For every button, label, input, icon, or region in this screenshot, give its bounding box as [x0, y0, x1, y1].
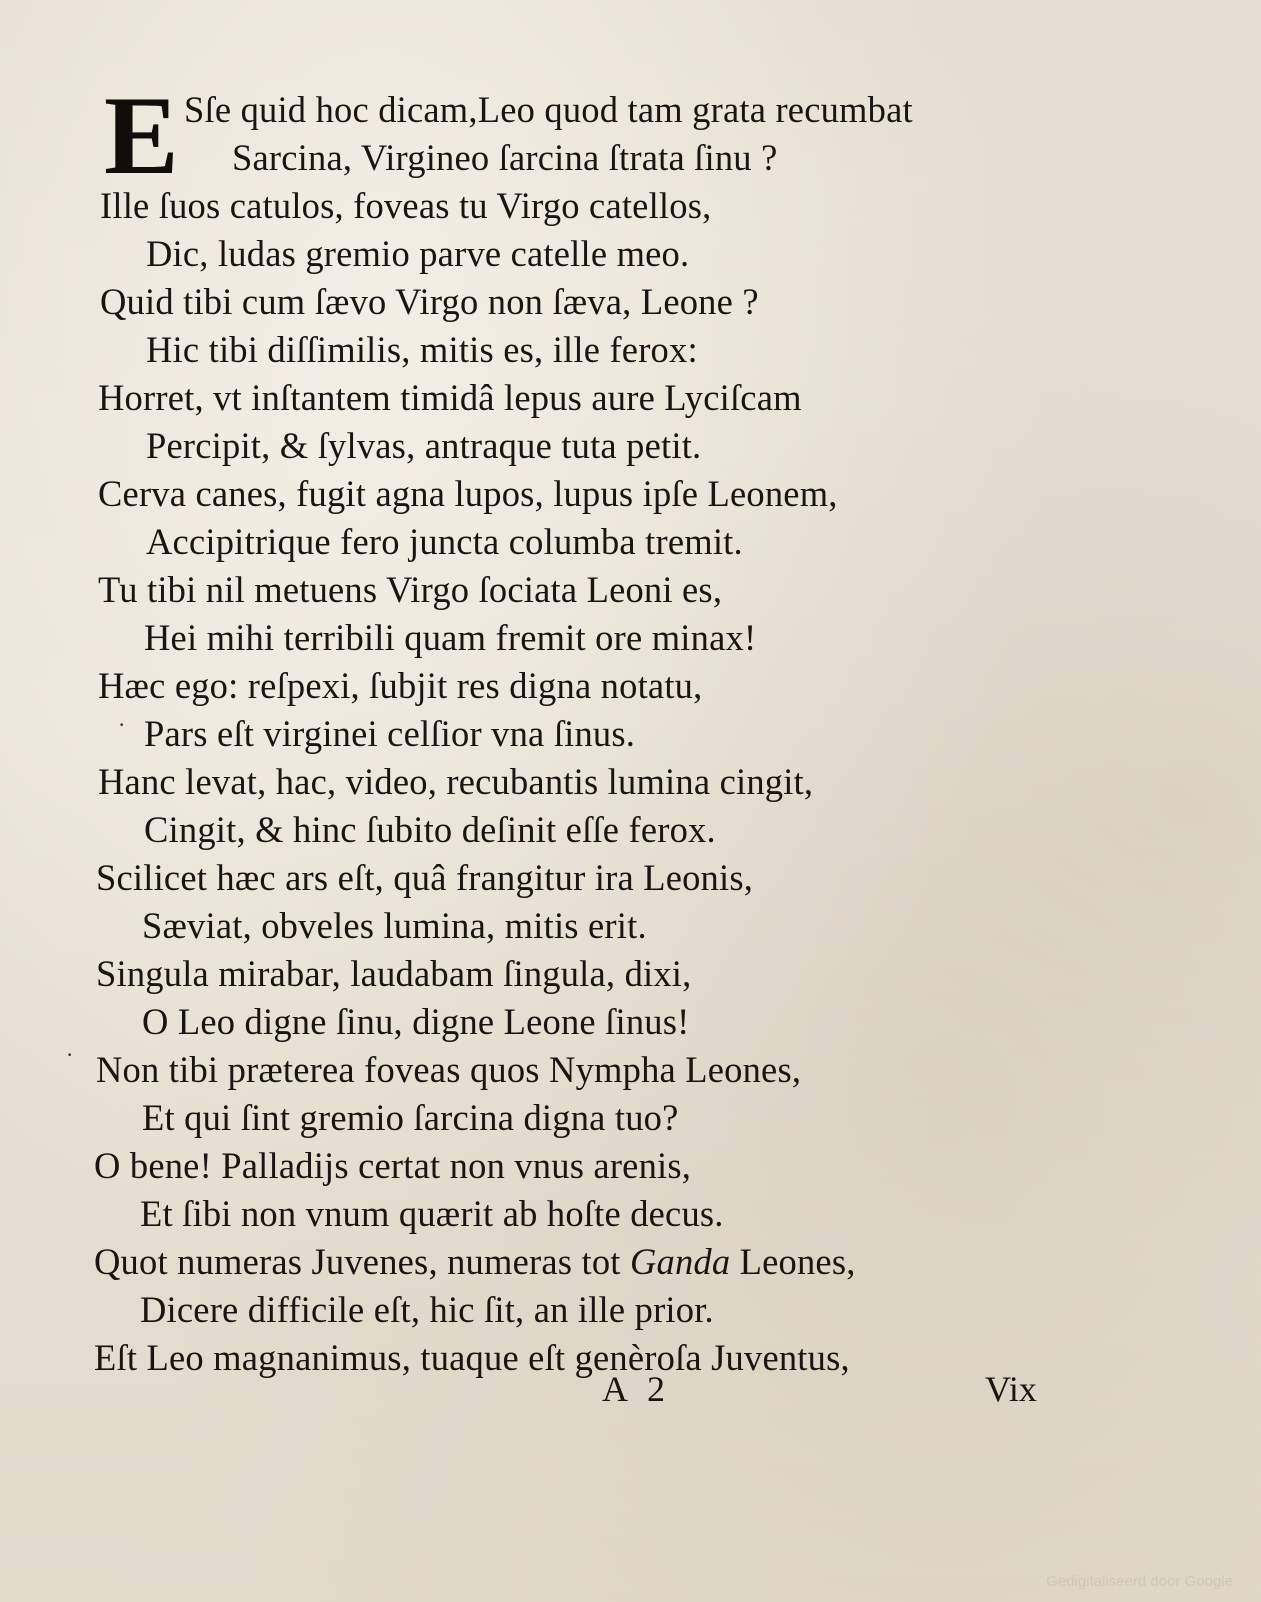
verse-line-15: Hanc levat, hac, video, recubantis lumina cingit,	[98, 761, 814, 802]
verse-line-12: Hei mihi terribili quam fremit ore minax!	[144, 617, 757, 658]
verse-line-14: Pars eſt virginei celſior vna ſinus.	[144, 713, 636, 754]
verse-line-18: Sæviat, obveles lumina, mitis erit.	[142, 905, 647, 946]
ink-speck: ·	[118, 712, 126, 737]
verse-line-8: Percipit, & ſylvas, antraque tuta petit.	[146, 425, 702, 466]
verse-line-5: Quid tibi cum ſævo Virgo non ſæva, Leone ?	[100, 281, 759, 322]
verse-line-11: Tu tibi nil metuens Virgo ſociata Leoni es,	[98, 569, 723, 610]
digitization-watermark: Gedigitaliseerd door Google	[1046, 1573, 1233, 1590]
verse-line-1: Sſe quid hoc dicam,Leo quod tam grata recumbat	[184, 89, 913, 130]
verse-text: Quot numeras Juvenes, numeras tot	[94, 1241, 630, 1282]
place-name-ganda: Ganda	[629, 1241, 731, 1282]
verse-line-3: Ille ſuos catulos, foveas tu Virgo catellos,	[100, 185, 712, 226]
verse-line-4: Dic, ludas gremio parve catelle meo.	[146, 233, 690, 274]
verse-line-20: O Leo digne ſinu, digne Leone ſinus!	[142, 1001, 690, 1042]
verse-line-19: Singula mirabar, laudabam ſingula, dixi,	[96, 953, 692, 994]
verse-line-16: Cingit, & hinc ſubito deſinit eſſe ferox.	[144, 809, 716, 850]
verse-line-25	[94, 1241, 856, 1282]
drop-cap-initial: E	[104, 74, 179, 198]
verse-line-9: Cerva canes, fugit agna lupos, lupus ipſe Leonem,	[98, 473, 838, 514]
signature-mark: A 2	[602, 1369, 672, 1409]
verse-line-23: O bene! Palladijs certat non vnus arenis,	[94, 1145, 692, 1186]
verse-line-10: Accipitrique fero juncta columba tremit.	[146, 521, 743, 562]
verse-line-6: Hic tibi diſſimilis, mitis es, ille ferox:	[146, 329, 698, 370]
verse-line-7: Horret, vt inſtantem timidâ lepus aure Lyciſcam	[98, 377, 802, 418]
verse-line-26: Dicere difficile eſt, hic ſit, an ille prior.	[140, 1289, 714, 1330]
verse-line-2: Sarcina, Virgineo ſarcina ſtrata ſinu ?	[232, 137, 778, 178]
catchword: Vix	[985, 1369, 1037, 1409]
verse-text: Leones,	[730, 1241, 856, 1282]
verse-line-24: Et ſibi non vnum quærit ab hoſte decus.	[140, 1193, 724, 1234]
verse-line-17: Scilicet hæc ars eſt, quâ frangitur ira Leonis,	[96, 857, 754, 898]
verse-line-21: Non tibi præterea foveas quos Nympha Leones,	[96, 1049, 802, 1090]
verse-line-13: Hæc ego: reſpexi, ſubjit res digna notatu,	[98, 665, 703, 706]
ink-speck: ·	[66, 1042, 74, 1067]
verse-line-27: Eſt Leo magnanimus, tuaque eſt genèroſa Juventus,	[94, 1337, 850, 1378]
verse-line-22: Et qui ſint gremio ſarcina digna tuo?	[142, 1097, 679, 1138]
